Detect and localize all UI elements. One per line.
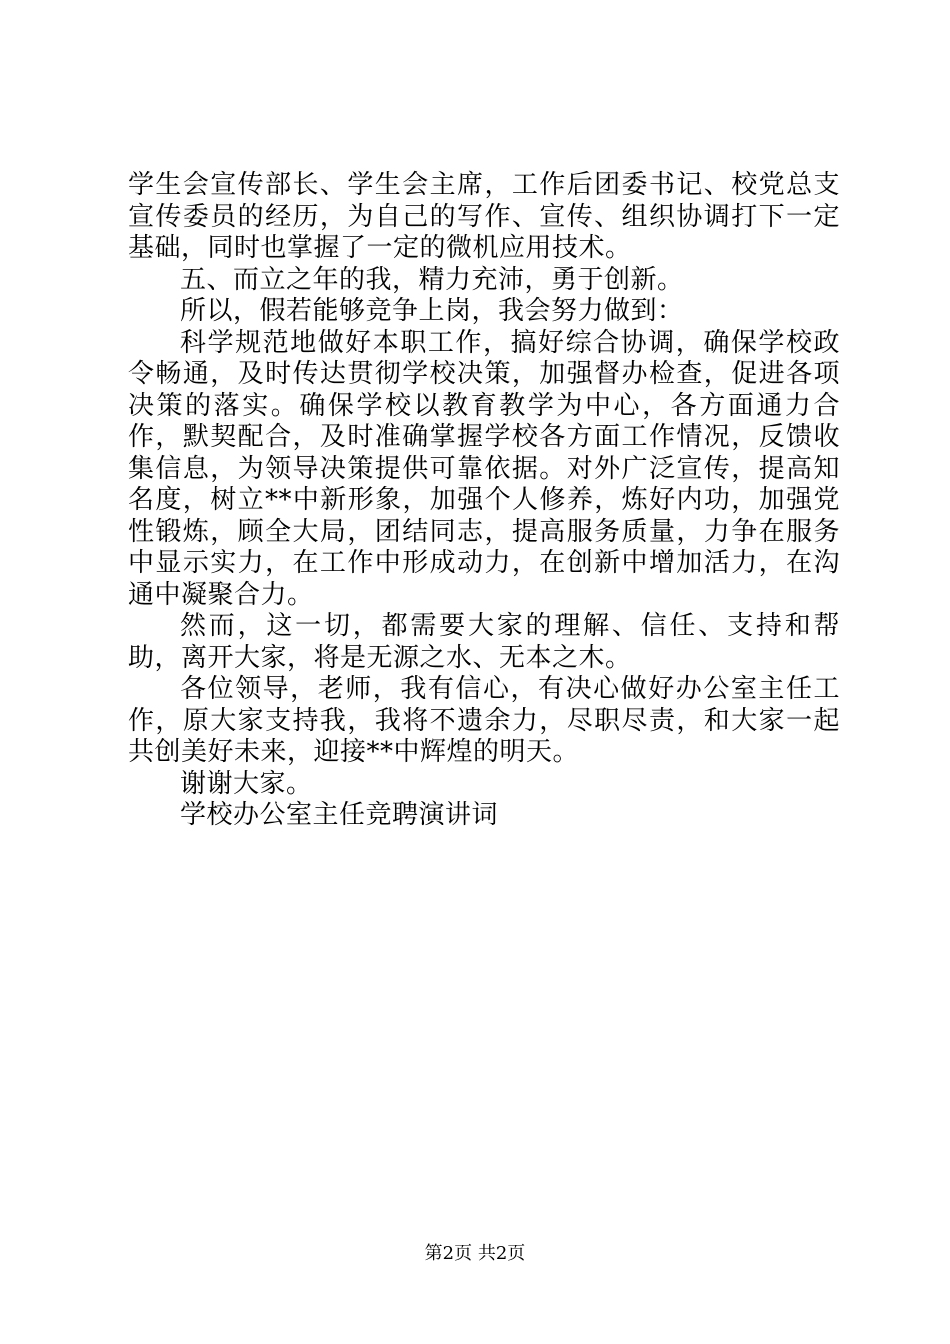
paragraph-5: 然而，这一切，都需要大家的理解、信任、支持和帮助，离开大家，将是无源之水、无本之木。 [128, 611, 840, 673]
paragraph-4: 科学规范地做好本职工作，搞好综合协调，确保学校政令畅通，及时传达贯彻学校决策，加强督办检查，促进各项决策的落实。确保学校以教育教学为中心，各方面通力合作，默契配合，及时准确掌握学校各方面工作情况，反馈收集信息，为领导决策提供可靠依据。对外广泛宣传，提高知名度，树立**中新形象，加强个人修养，炼好内功，加强党性锻炼，顾全大局，团结同志，提高服务质量，力争在服务中显示实力，在工作中形成动力，在创新中增加活力，在沟通中凝聚合力。 [128, 327, 840, 610]
document-title-line: 学校办公室主任竞聘演讲词 [180, 800, 499, 830]
paragraph-2: 五、而立之年的我，精力充沛，勇于创新。 [180, 264, 684, 295]
paragraph-1: 学生会宣传部长、学生会主席，工作后团委书记、校党总支宣传委员的经历，为自己的写作、宣传、组织协调打下一定基础，同时也掌握了一定的微机应用技术。 [128, 170, 840, 263]
page-number: 第2页 共2页 [424, 1243, 526, 1264]
page-footer [0, 1242, 950, 1266]
paragraph-7: 谢谢大家。 [180, 768, 313, 799]
paragraph-6: 各位领导，老师，我有信心，有决心做好办公室主任工作，原大家支持我，我将不遗余力，尽职尽责，和大家一起共创美好未来，迎接**中辉煌的明天。 [128, 674, 840, 767]
paragraph-3: 所以，假若能够竞争上岗，我会努力做到： [180, 296, 684, 326]
document-body [128, 170, 840, 832]
